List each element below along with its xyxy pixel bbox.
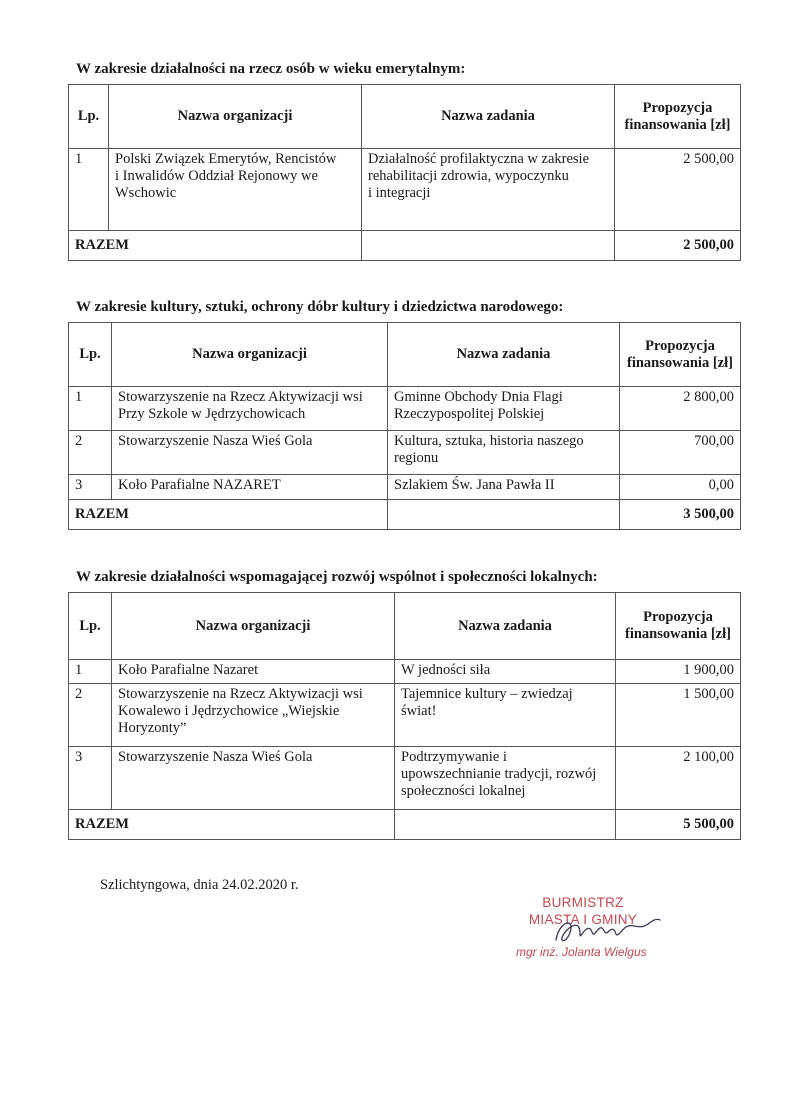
row-amount: 700,00 bbox=[620, 431, 741, 475]
row-org: Stowarzyszenie Nasza Wieś Gola bbox=[112, 747, 395, 810]
row-task: Działalność profilaktyczna w zakresie rehabilitacji zdrowia, wypoczynku i integracji bbox=[362, 149, 615, 231]
row-org: Polski Związek Emerytów, Rencistów i Inwalidów Oddział Rejonowy we Wschowic bbox=[109, 149, 362, 231]
total-amount: 5 500,00 bbox=[616, 810, 741, 840]
header-lp: Lp. bbox=[69, 323, 112, 387]
row-lp: 1 bbox=[69, 387, 112, 431]
row-lp: 2 bbox=[69, 431, 112, 475]
total-label: RAZEM bbox=[69, 231, 362, 261]
row-amount: 1 500,00 bbox=[616, 684, 741, 747]
total-label: RAZEM bbox=[69, 810, 395, 840]
row-amount: 2 100,00 bbox=[616, 747, 741, 810]
table-row bbox=[69, 660, 741, 684]
total-row bbox=[69, 231, 741, 261]
header-org: Nazwa organizacji bbox=[112, 323, 388, 387]
header-lp: Lp. bbox=[69, 593, 112, 660]
total-label: RAZEM bbox=[69, 500, 388, 530]
section-title: W zakresie działalności na rzecz osób w wieku emerytalnym: bbox=[76, 61, 466, 77]
row-org: Koło Parafialne Nazaret bbox=[112, 660, 395, 684]
funding-table-culture bbox=[68, 322, 741, 530]
table-row bbox=[69, 747, 741, 810]
section-title: W zakresie kultury, sztuki, ochrony dóbr kultury i dziedzictwa narodowego: bbox=[76, 299, 564, 315]
stamp-name: mgr inż. Jolanta Wielgus bbox=[516, 945, 647, 959]
row-task: Szlakiem Św. Jana Pawła II bbox=[388, 475, 620, 500]
table-row bbox=[69, 475, 741, 500]
row-org: Koło Parafialne NAZARET bbox=[112, 475, 388, 500]
place-date: Szlichtyngowa, dnia 24.02.2020 r. bbox=[100, 877, 299, 893]
header-org: Nazwa organizacji bbox=[112, 593, 395, 660]
header-lp: Lp. bbox=[69, 85, 109, 149]
row-amount: 2 800,00 bbox=[620, 387, 741, 431]
header-task: Nazwa zadania bbox=[395, 593, 616, 660]
row-org: Stowarzyszenie Nasza Wieś Gola bbox=[112, 431, 388, 475]
header-funding: Propozycja finansowania [zł] bbox=[616, 593, 741, 660]
total-amount: 2 500,00 bbox=[615, 231, 741, 261]
row-lp: 3 bbox=[69, 747, 112, 810]
row-task: Podtrzymywanie i upowszechnianie tradycji, rozwój społeczności lokalnej bbox=[395, 747, 616, 810]
section-title: W zakresie działalności wspomagającej rozwój wspólnot i społeczności lokalnych: bbox=[76, 569, 598, 585]
row-task: Gminne Obchody Dnia Flagi Rzeczypospolitej Polskiej bbox=[388, 387, 620, 431]
row-task: Tajemnice kultury – zwiedzaj świat! bbox=[395, 684, 616, 747]
header-funding: Propozycja finansowania [zł] bbox=[615, 85, 741, 149]
total-amount: 3 500,00 bbox=[620, 500, 741, 530]
row-task: W jedności siła bbox=[395, 660, 616, 684]
row-lp: 1 bbox=[69, 660, 112, 684]
table-row bbox=[69, 431, 741, 475]
row-amount: 2 500,00 bbox=[615, 149, 741, 231]
header-task: Nazwa zadania bbox=[388, 323, 620, 387]
row-lp: 2 bbox=[69, 684, 112, 747]
row-lp: 1 bbox=[69, 149, 109, 231]
stamp-line-2: MIASTA I GMINY bbox=[528, 912, 638, 927]
row-org: Stowarzyszenie na Rzecz Aktywizacji wsi Przy Szkole w Jędrzychowicach bbox=[112, 387, 388, 431]
funding-table-retirees bbox=[68, 84, 741, 261]
row-lp: 3 bbox=[69, 475, 112, 500]
header-funding: Propozycja finansowania [zł] bbox=[620, 323, 741, 387]
row-task: Kultura, sztuka, historia naszego regionu bbox=[388, 431, 620, 475]
stamp-line-1: BURMISTRZ bbox=[542, 895, 624, 910]
funding-table-communities bbox=[68, 592, 741, 840]
signature-icon bbox=[548, 910, 668, 950]
row-org: Stowarzyszenie na Rzecz Aktywizacji wsi Kowalewo i Jędrzychowice „Wiejskie Horyzonty” bbox=[112, 684, 395, 747]
table-row bbox=[69, 149, 741, 231]
header-org: Nazwa organizacji bbox=[109, 85, 362, 149]
total-row bbox=[69, 500, 741, 530]
total-row bbox=[69, 810, 741, 840]
table-row bbox=[69, 387, 741, 431]
row-amount: 1 900,00 bbox=[616, 660, 741, 684]
table-row bbox=[69, 684, 741, 747]
header-task: Nazwa zadania bbox=[362, 85, 615, 149]
row-amount: 0,00 bbox=[620, 475, 741, 500]
